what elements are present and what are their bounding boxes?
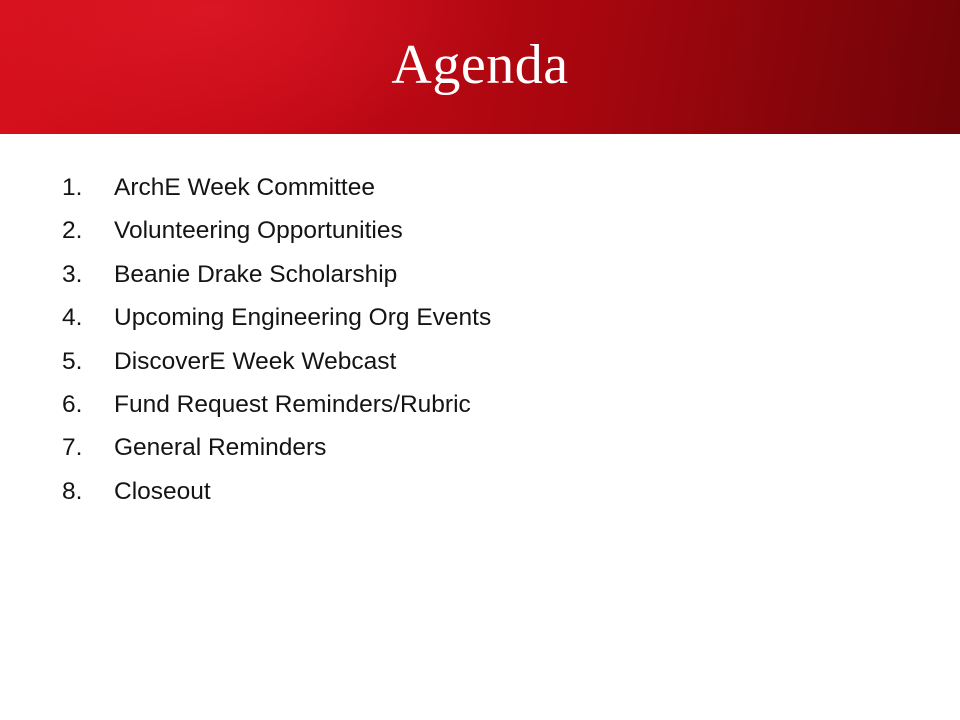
agenda-item-text: DiscoverE Week Webcast — [114, 347, 397, 375]
agenda-item-text: Beanie Drake Scholarship — [114, 260, 398, 288]
agenda-item-text: Volunteering Opportunities — [114, 217, 403, 245]
agenda-item — [62, 253, 491, 296]
agenda-item-number: 8. — [62, 477, 83, 505]
agenda-item-number: 7. — [62, 434, 83, 462]
agenda-item — [62, 209, 491, 252]
agenda-item — [62, 383, 491, 426]
agenda-item — [62, 296, 491, 339]
agenda-item — [62, 426, 491, 469]
agenda-list — [62, 166, 491, 513]
slide-title: Agenda — [391, 34, 569, 96]
agenda-item-number: 2. — [62, 217, 83, 245]
agenda-item-text: Upcoming Engineering Org Events — [114, 304, 492, 332]
agenda-item — [62, 166, 491, 209]
agenda-item-text: Fund Request Reminders/Rubric — [114, 390, 471, 418]
agenda-item-number: 1. — [62, 174, 83, 201]
title-band — [0, 0, 960, 134]
agenda-item-number: 6. — [62, 390, 83, 418]
agenda-item — [62, 470, 491, 513]
agenda-item-number: 5. — [62, 347, 83, 375]
agenda-item-number: 4. — [62, 304, 83, 332]
agenda-item-text: ArchE Week Committee — [114, 174, 375, 201]
agenda-item-text: General Reminders — [114, 434, 327, 462]
agenda-item-number: 3. — [62, 260, 83, 288]
agenda-item-text: Closeout — [114, 477, 211, 505]
agenda-item — [62, 340, 491, 383]
